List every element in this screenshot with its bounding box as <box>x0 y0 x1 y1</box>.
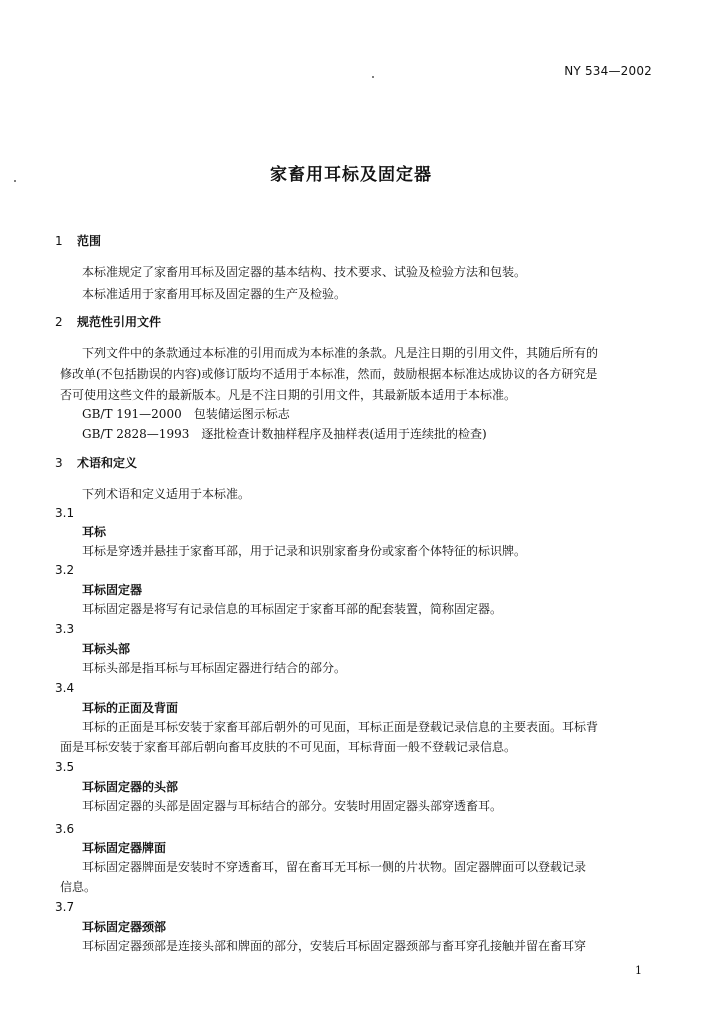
definition-fixer-neck: 耳标固定器颈部是连接头部和牌面的部分，安装后耳标固定器颈部与畜耳穿孔接触并留在畜耳穿 <box>82 939 587 953</box>
clause-number-3-7: 3.7 <box>55 900 75 914</box>
definition-ear-tag-fixer: 耳标固定器是将写有记录信息的耳标固定于家畜耳部的配套装置，简称固定器。 <box>82 602 503 616</box>
term-front-and-back: 耳标的正面及背面 <box>82 701 179 715</box>
section-number: 1 <box>55 234 63 248</box>
definition-front-and-back-line-1: 耳标的正面是耳标安装于家畜耳部后朝外的可见面，耳标正面是登载记录信息的主要表面。耳标背 <box>82 720 599 734</box>
section-title: 范围 <box>77 234 102 248</box>
standard-code: NY 534—2002 <box>564 64 652 78</box>
term-ear-tag-head: 耳标头部 <box>82 642 131 656</box>
section-1-paragraph-1: 本标准规定了家畜用耳标及固定器的基本结构、技术要求、试验及检验方法和包装。 <box>82 265 527 279</box>
reference-gb-t-2828: GB/T 2828—1993 逐批检查计数抽样程序及抽样表(适用于连续批的检查) <box>82 427 487 441</box>
section-title: 术语和定义 <box>77 456 138 470</box>
definition-ear-tag: 耳标是穿透并悬挂于家畜耳部，用于记录和识别家畜身份或家畜个体特征的标识牌。 <box>82 544 527 558</box>
section-number: 3 <box>55 456 63 470</box>
section-1-paragraph-2: 本标准适用于家畜用耳标及固定器的生产及检验。 <box>82 287 347 301</box>
clause-number-3-6: 3.6 <box>55 822 75 836</box>
term-fixer-head: 耳标固定器的头部 <box>82 780 179 794</box>
term-fixer-plate: 耳标固定器牌面 <box>82 841 167 855</box>
section-2-line-2: 修改单(不包括勘误的内容)或修订版均不适用于本标准，然而，鼓励根据本标准达成协议的各方研究是 <box>60 367 598 381</box>
clause-number-3-5: 3.5 <box>55 760 75 774</box>
section-number: 2 <box>55 315 63 329</box>
term-ear-tag-fixer: 耳标固定器 <box>82 583 143 597</box>
clause-number-3-3: 3.3 <box>55 622 75 636</box>
section-1-heading <box>55 233 101 249</box>
reference-gb-t-191: GB/T 191—2000 包装储运图示标志 <box>82 407 290 421</box>
definition-fixer-plate-line-1: 耳标固定器牌面是安装时不穿透畜耳，留在畜耳无耳标一侧的片状物。固定器牌面可以登载记录 <box>82 860 587 874</box>
clause-number-3-1: 3.1 <box>55 506 75 520</box>
clause-number-3-4: 3.4 <box>55 681 75 695</box>
clause-number-3-2: 3.2 <box>55 563 75 577</box>
definition-fixer-plate-line-2: 信息。 <box>60 880 97 894</box>
section-3-heading <box>55 455 137 471</box>
section-2-line-3: 否可使用这些文件的最新版本。凡是不注日期的引用文件，其最新版本适用于本标准。 <box>60 388 517 402</box>
section-3-intro: 下列术语和定义适用于本标准。 <box>82 487 251 501</box>
definition-fixer-head: 耳标固定器的头部是固定器与耳标结合的部分。安装时用固定器头部穿透畜耳。 <box>82 799 503 813</box>
page-number: 1 <box>635 964 642 977</box>
section-2-line-1: 下列文件中的条款通过本标准的引用而成为本标准的条款。凡是注日期的引用文件，其随后所有的 <box>82 346 599 360</box>
scan-speck <box>372 76 374 78</box>
term-fixer-neck: 耳标固定器颈部 <box>82 920 167 934</box>
section-title: 规范性引用文件 <box>77 315 162 329</box>
document-title: 家畜用耳标及固定器 <box>270 165 432 185</box>
definition-front-and-back-line-2: 面是耳标安装于家畜耳部后朝向畜耳皮肤的不可见面，耳标背面一般不登载记录信息。 <box>60 740 517 754</box>
section-2-heading <box>55 314 161 330</box>
definition-ear-tag-head: 耳标头部是指耳标与耳标固定器进行结合的部分。 <box>82 661 347 675</box>
term-ear-tag: 耳标 <box>82 525 107 539</box>
